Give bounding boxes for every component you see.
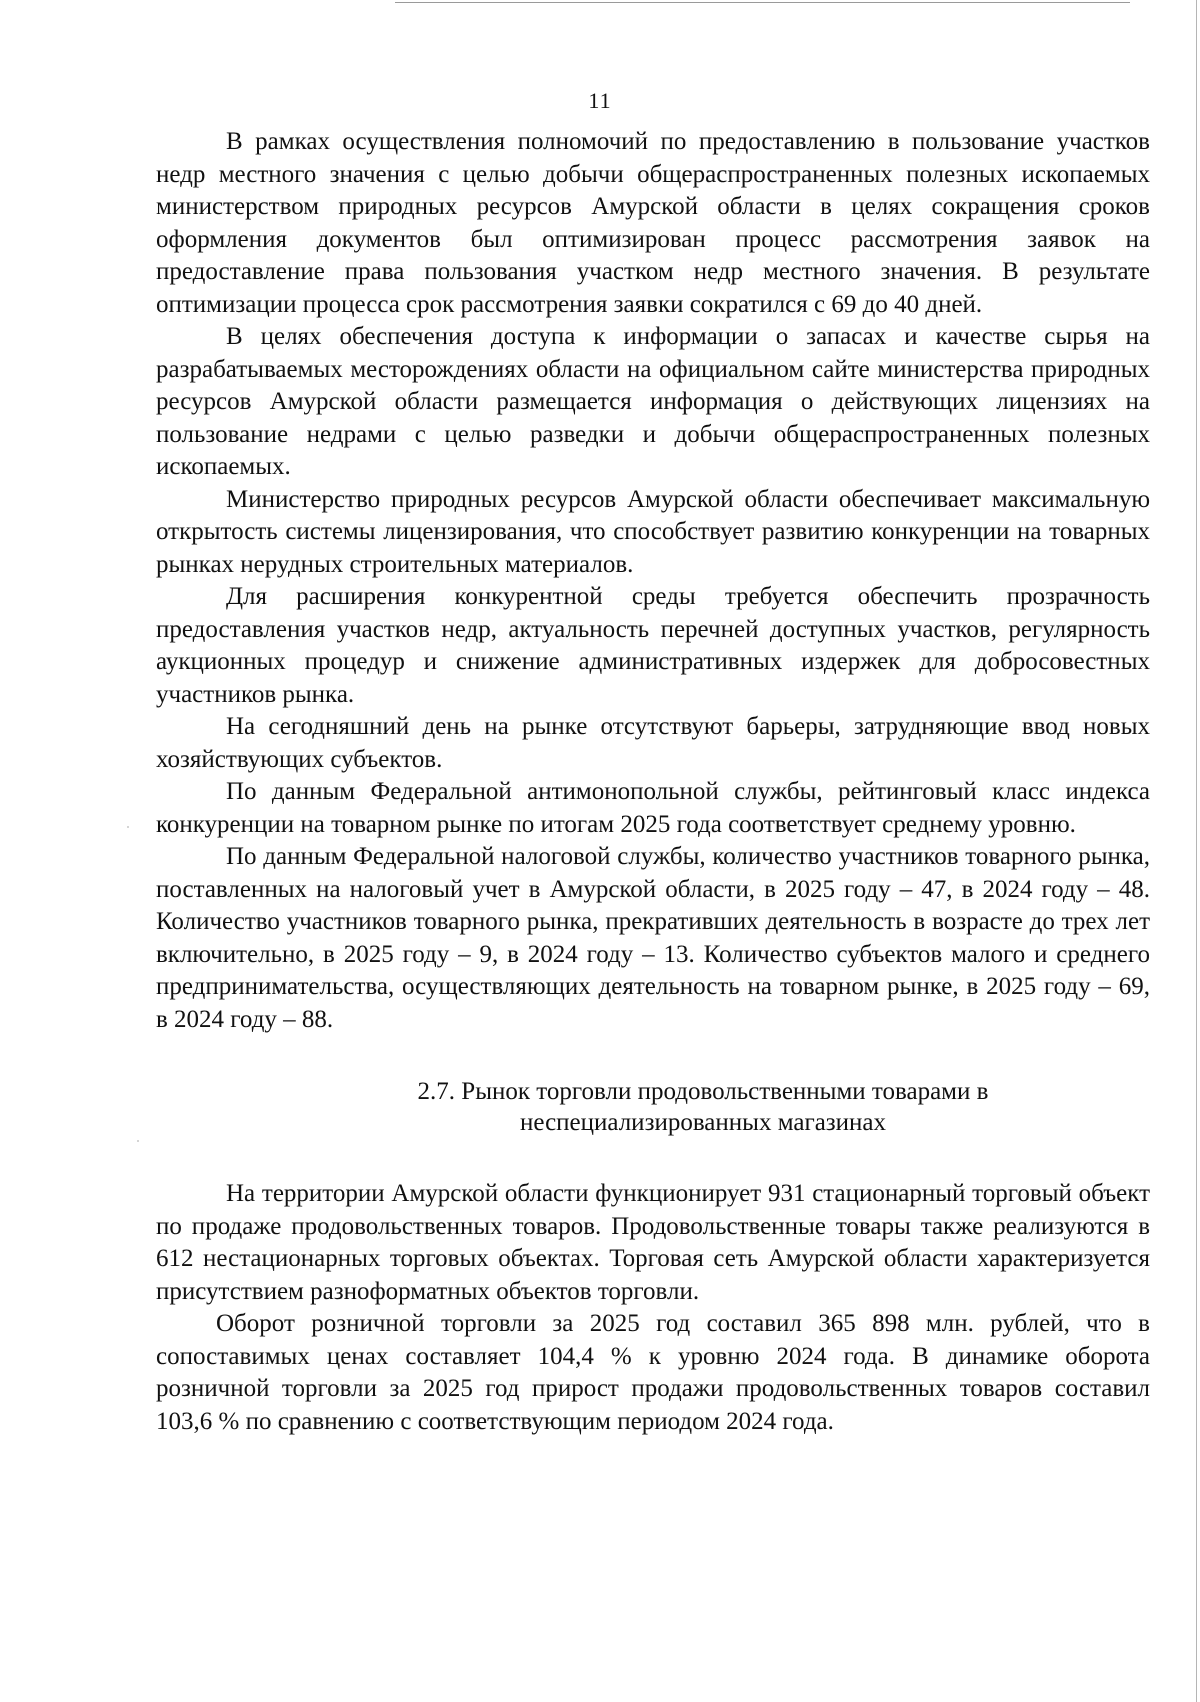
paragraph-licensing-openness: Министерство природных ресурсов Амурской области обеспечивает максимальную открытость системы лицензирования, что способствует развитию конкуренции на товарных рынках нерудных строительных материалов. (156, 485, 1150, 578)
paragraph-subsoil-optimization: В рамках осуществления полномочий по предоставлению в пользование участков недр местного значения с целью добычи общераспространенных полезных ископаемых министерством природных ресурсов Амурской области в целях сокращения сроков оформления документов был оптимизирован процесс рассмотрения заявок на предоставление права пользования участком недр местного значения. В результате оптимизации процесса срок рассмотрения заявки сократился с 69 до 40 дней. (156, 128, 1150, 318)
section-heading (156, 1076, 1150, 1138)
paragraph-trade-objects: На территории Амурской области функционирует 931 стационарный торговый объект по продаже продовольственных товаров. Продовольственные товары также реализуются в 612 нестационарных торговых объектах. Торговая сеть Амурской области характеризуется присутствием разноформатных объектов торговли. (156, 1180, 1150, 1305)
paragraph-fns-statistics: По данным Федеральной налоговой службы, количество участников товарного рынка, поставленных на налоговый учет в Амурской области, в 2025 году – 47, в 2024 году – 48. Количество участников товарного рынка, прекративших деятельность в возрасте до трех лет включительно, в 2025 году – 9, в 2024 году – 13. Количество субъектов малого и среднего предпринимательства, осуществляющих деятельность на товарном рынке, в 2025 году – 69, в 2024 году – 88. (156, 843, 1150, 1033)
paragraph-information-access: В целях обеспечения доступа к информации о запасах и качестве сырья на разрабатываемых месторождениях области на официальном сайте министерства природных ресурсов Амурской области размещается информация о действующих лицензиях на пользование недрами с целью разведки и добычи общераспространенных полезных ископаемых. (156, 323, 1150, 480)
scan-speck (127, 826, 129, 828)
document-body (156, 126, 1150, 1438)
section-heading-line-1: 2.7. Рынок торговли продовольственными товарами в (417, 1078, 989, 1105)
section-heading-line-2: неспециализированных магазинах (519, 1109, 887, 1136)
scan-right-edge-line (1196, 0, 1197, 1702)
paragraph-competitive-environment: Для расширения конкурентной среды требуется обеспечить прозрачность предоставления участков недр, актуальность перечней доступных участков, регулярность аукционных процедур и снижение административных издержек для добросовестных участников рынка. (156, 583, 1150, 708)
page-number: 11 (588, 88, 612, 113)
paragraph-retail-turnover: Оборот розничной торговли за 2025 год составил 365 898 млн. рублей, что в сопоставимых ценах составляет 104,4 % к уровню 2024 года. В динамике оборота розничной торговли за 2025 год прирост продажи продовольственных товаров составил 103,6 % по сравнению с соответствующим периодом 2024 года. (156, 1310, 1150, 1435)
scan-speck (137, 1140, 139, 1142)
paragraph-market-barriers: На сегодняшний день на рынке отсутствуют барьеры, затрудняющие ввод новых хозяйствующих субъектов. (156, 713, 1150, 773)
scan-top-edge-line (395, 2, 1130, 3)
paragraph-fas-rating: По данным Федеральной антимонопольной службы, рейтинговый класс индекса конкуренции на товарном рынке по итогам 2025 года соответствует среднему уровню. (156, 778, 1150, 838)
